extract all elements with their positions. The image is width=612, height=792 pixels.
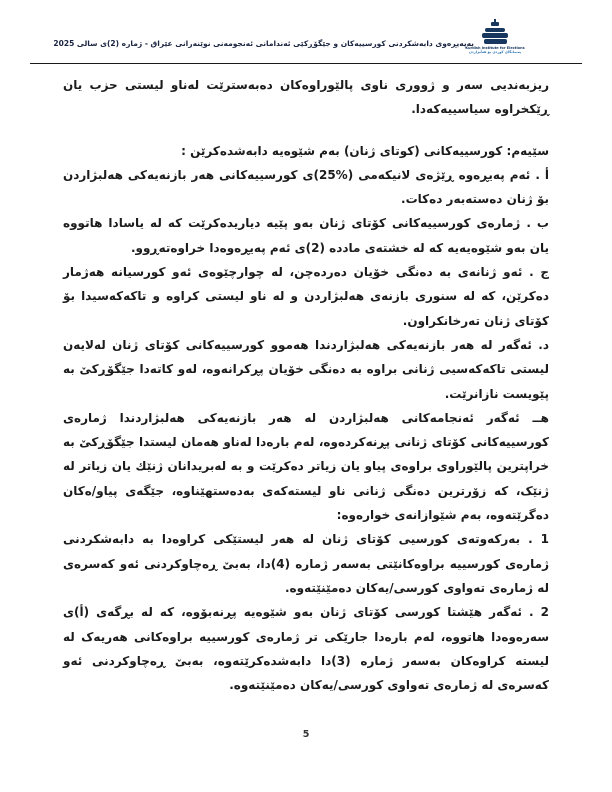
document-header-title: بەپەیڕەوی دابەشکردنی کورسییەکان و جێگۆڕکێی ئەندامانی ئەنجومەنی نوێنەرانی عێراق - ژمارە (2)ی سالی 2025: [53, 39, 474, 48]
list-item-h: [63, 406, 549, 527]
list-item-text: بەرکەوتەی کورسیی کۆتای ژنان لە هەر لیستێکی کراوەدا بە دابەشکردنی ژمارەی کورسییە براوەکانێتی بەسەر ژمارە (4)دا، بەبێ ڕەچاوکردنی ئەو کەسرەی لە ژمارەی تەواوی کورسی/یەکان دەمێنێتەوە.: [63, 532, 550, 595]
page-number: 5: [302, 729, 310, 740]
document-body: [63, 73, 549, 697]
list-marker: ب .: [520, 216, 549, 231]
list-marker: هــ: [519, 410, 549, 425]
books-stack-icon: [482, 33, 508, 38]
list-item-2: [63, 600, 549, 697]
list-item-text: ئەم پەیڕەوە ڕێژەی لانیکەمی (%25)ی کورسییەکانی هەر بازنەیەکی هەلبژاردن بۆ ژنان دەستەبەر دەکات.: [63, 167, 549, 207]
logo-caption-line2: پەیمانگای کوردی بۆ هەڵبژاردن: [468, 50, 522, 54]
list-item-text: ئەگەر ئەنجامەکانی هەلبژاردن لە هەر بازنەیەکی هەلبژاردندا ژمارەی کورسییەکانی کۆتای ژنانی پڕنەکردەوە، لەم بارەدا لەناو هەمان لیستدا جێگۆڕکێ بە خراپترین پالێوراوی براوەی پیاو یان زیاتر دەکرێت و بە لەبریدانان ژنێك یان زیاتر لە ژنێک، کە زۆرترین دەنگی ژنانی ناو لیستەکەی بەدەستهێناوە، جێگەی پیاو/ەکان دەگرێتەوە، بەم شێوازانەی خوارەوە:: [63, 410, 549, 523]
list-marker: د.: [531, 337, 549, 352]
institute-logo: [465, 22, 525, 54]
list-item-text: ئەگەر لە هەر بازنەیەکی هەلبژاردندا هەموو کورسییەکانی کۆتای ژنان لەلایەن لیستی تاکەکەسیی ژنانی براوە بە دەنگی خۆیان پڕکرانەوە، لەو کاتەدا جێگۆڕکێ بە پێویست نازانرێت.: [63, 337, 549, 401]
intro-paragraph: ریزبەندیی سەر و ژووری ناوی پالێوراوەکان دەبەسترێت لەناو لیستی حزب یان ڕێکخراوە سیاسییەکەدا.: [63, 78, 549, 117]
list-marker: 1 .: [520, 532, 549, 547]
list-item-1: [63, 527, 549, 600]
list-item-text: ژمارەی کورسییەکانی کۆتای ژنان بەو پێیە دیاریدەکرێت کە لە یاسادا هاتووە یان بەو شێوەیەیە کە لە خشتەی ماددە (2)ی ئەم پەیڕەوەدا خراوەتەڕوو.: [63, 216, 549, 255]
list-item-text: ئەو ژنانەی بە دەنگی خۆیان دەردەچن، لە چوارچێوەی ئەو کورسیانە هەژمار دەکرێن، کە لە سنوری بازنەی هەلبژاردن و لە ناو لیستی کراوە و تاکەکەسیدا بۆ کۆتای ژنان تەرخانکراون.: [63, 265, 549, 328]
list-marker: أ .: [530, 167, 550, 182]
list-item-a: [63, 163, 549, 212]
books-stack-icon: [485, 28, 505, 32]
logo-caption-line1: Kurdish Institute for Elections: [465, 46, 525, 50]
header-divider: [30, 63, 582, 64]
section-heading: سێیەم: کورسییەکانی (کوتای ژنان) بەم شێوەیە دابەشدەکرێن :: [181, 143, 549, 158]
logo-caption: [465, 46, 524, 54]
inkwell-icon: [491, 22, 499, 26]
books-stack-icon: [484, 39, 507, 44]
list-item-text: ئەگەر هێشتا کورسی کۆتای ژنان بەو شێوەیە پڕنەبۆوە، کە لە بڕگەی (أ)ی سەرەوەدا هاتووە، لەم بارەدا جارێکی تر ژمارەی کورسییە براوەکانی هەریەک لە لیستە کراوەکان بەسەر ژمارە (3)دا دابەشدەکرێتەوە، بەبێ ڕەچاوکردنی ئەو کەسرەی لە ژمارەی تەواوی کورسی/یەکان دەمێنێتەوە.: [63, 605, 550, 693]
list-marker: 2 .: [522, 605, 549, 620]
page-header: [53, 22, 525, 54]
list-marker: ج .: [522, 265, 549, 280]
list-item-b: [63, 211, 549, 260]
list-item-j: [63, 260, 549, 333]
list-item-d: [63, 333, 549, 406]
